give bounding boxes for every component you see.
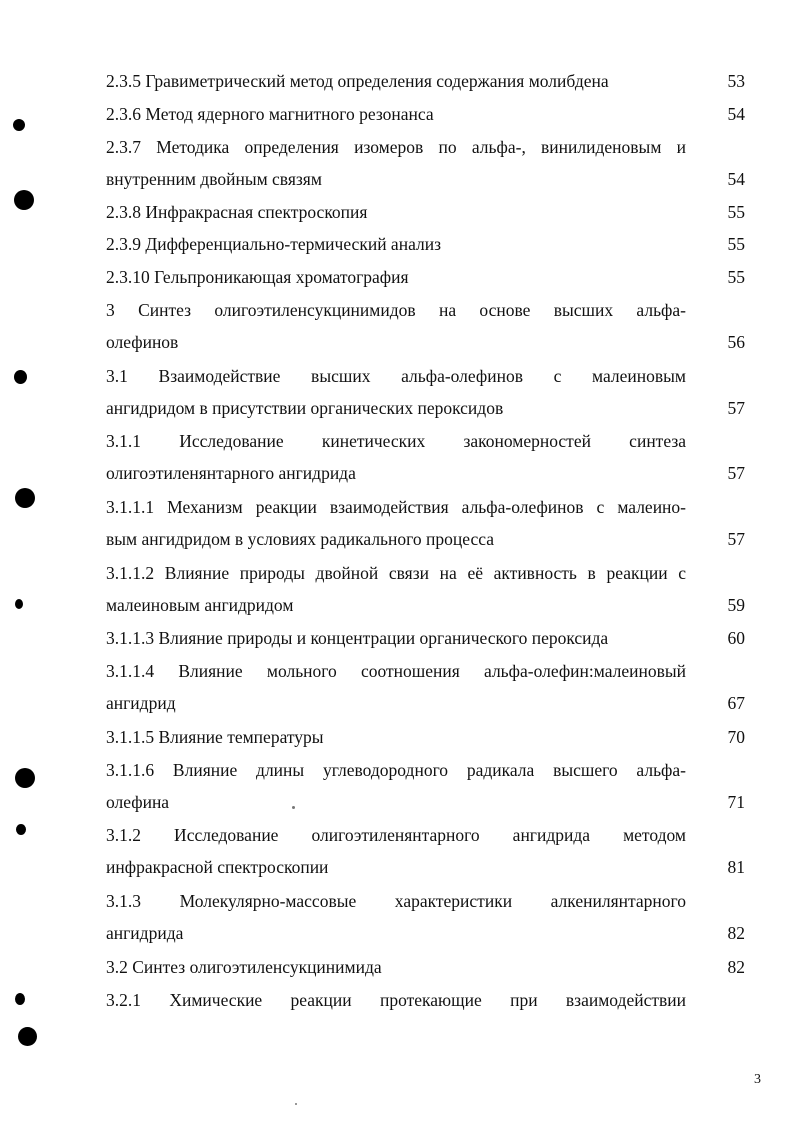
toc-entry-text: 3.1.1 Исследование кинетических закономерностей синтеза <box>106 431 686 451</box>
toc-entry-text: 3.1.1.6 Влияние длины углеводородного радикала высшего альфа- <box>106 760 686 780</box>
toc-page-number: 55 <box>727 234 745 254</box>
toc-page-number: 53 <box>727 71 745 91</box>
toc-page-number: 60 <box>727 628 745 648</box>
toc-entry-text: 3.1.2 Исследование олигоэтиленянтарного ангидрида методом <box>106 825 686 845</box>
toc-entry-text: 2.3.6 Метод ядерного магнитного резонанса <box>106 104 434 124</box>
toc-entry-text: инфракрасной спектроскопии <box>106 857 329 877</box>
toc-entry-text: малеиновым ангидридом <box>106 595 294 615</box>
toc-entry-text: олигоэтиленянтарного ангидрида <box>106 463 356 483</box>
toc-page-number: 67 <box>727 693 745 713</box>
toc-entry-text: 3.2.1 Химические реакции протекающие при взаимодействии <box>106 990 686 1010</box>
toc-page-number: 82 <box>727 923 745 943</box>
toc-entry-text: 3.1.1.5 Влияние температуры <box>106 727 324 747</box>
page-number: 3 <box>754 1072 761 1087</box>
toc-entry-text: 3 Синтез олигоэтиленсукцинимидов на основе высших альфа- <box>106 300 686 320</box>
punch-hole <box>18 1027 37 1046</box>
punch-hole <box>15 993 25 1005</box>
toc-page-number: 57 <box>727 529 745 549</box>
toc-page-number: 71 <box>727 792 745 812</box>
toc-entry-text: ангидридом в присутствии органических пероксидов <box>106 398 504 418</box>
toc-entry-text: 2.3.10 Гельпроникающая хроматография <box>106 267 409 287</box>
toc-entry-text: олефина <box>106 792 170 812</box>
toc-page-number: 56 <box>727 332 745 352</box>
punch-hole <box>14 370 27 384</box>
toc-entry-text: 2.3.7 Методика определения изомеров по альфа-, винилиденовым и <box>106 137 686 157</box>
punch-hole <box>16 824 26 835</box>
scan-speck <box>295 1103 297 1105</box>
toc-entry-text: ангидрида <box>106 923 184 943</box>
toc-page-number: 54 <box>727 169 745 189</box>
toc-page-number: 59 <box>727 595 745 615</box>
toc-entry-text: 2.3.9 Дифференциально-термический анализ <box>106 234 441 254</box>
punch-hole <box>15 488 35 508</box>
toc-entry-text: вым ангидридом в условиях радикального процесса <box>106 529 494 549</box>
punch-hole <box>13 119 25 131</box>
punch-hole <box>15 768 35 788</box>
toc-entry-text: 2.3.8 Инфракрасная спектроскопия <box>106 202 368 222</box>
toc-page-number: 70 <box>727 727 745 747</box>
toc-page-number: 57 <box>727 398 745 418</box>
punch-hole <box>14 190 34 210</box>
toc-entry-text: 2.3.5 Гравиметрический метод определения содержания молибдена <box>106 71 609 91</box>
toc-page-number: 55 <box>727 202 745 222</box>
toc-entry-text: внутренним двойным связям <box>106 169 322 189</box>
toc-page-number: 82 <box>727 957 745 977</box>
toc-entry-text: 3.1.1.3 Влияние природы и концентрации органического пероксида <box>106 628 609 648</box>
scan-speck <box>292 806 295 809</box>
punch-hole <box>15 599 23 609</box>
toc-entry-text: 3.1.3 Молекулярно-массовые характеристики алкенилянтарного <box>106 891 686 911</box>
toc-page-number: 54 <box>727 104 745 124</box>
toc-page-number: 81 <box>727 857 745 877</box>
toc-page-number: 57 <box>727 463 745 483</box>
toc-entry-text: 3.2 Синтез олигоэтиленсукцинимида <box>106 957 382 977</box>
toc-entry-text: 3.1 Взаимодействие высших альфа-олефинов с малеиновым <box>106 366 686 386</box>
toc-entry-text: олефинов <box>106 332 179 352</box>
toc-entry-text: 3.1.1.4 Влияние мольного соотношения альфа-олефин:малеиновый <box>106 661 686 681</box>
toc-entry-text: ангидрид <box>106 693 176 713</box>
toc-page-number: 55 <box>727 267 745 287</box>
toc-entry-text: 3.1.1.2 Влияние природы двойной связи на её активность в реакции с <box>106 563 686 583</box>
toc-entry-text: 3.1.1.1 Механизм реакции взаимодействия альфа-олефинов с малеино- <box>106 497 686 517</box>
